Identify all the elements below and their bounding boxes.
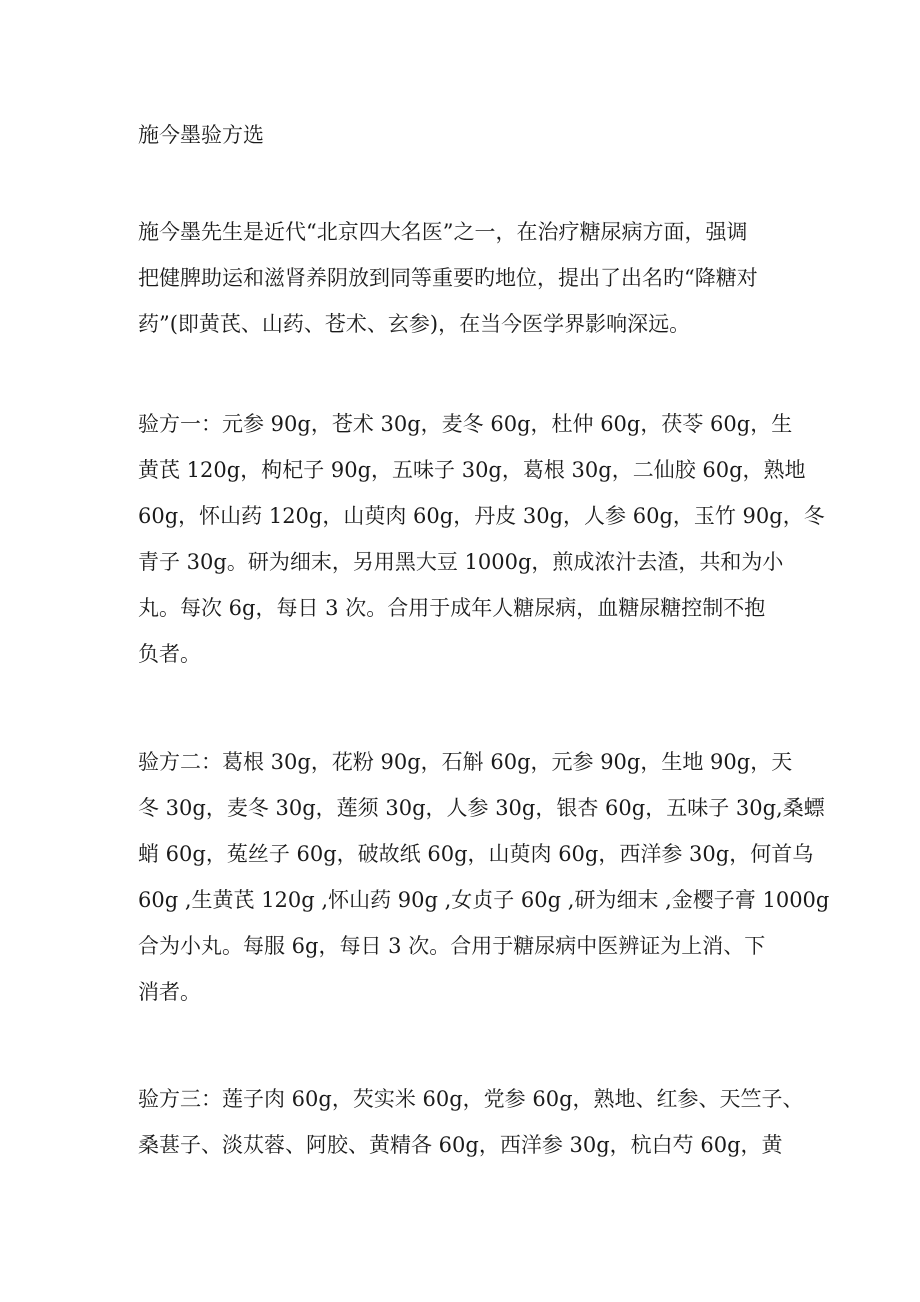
formula-two-paragraph [138, 739, 830, 1015]
text-line: 桑葚子、淡苁蓉、阿胶、黄精各 60g，西洋参 30g，杭白芍 60g，黄 [138, 1133, 783, 1157]
text-line: 验方一：元参 90g，苍术 30g，麦冬 60g，杜仲 60g，茯苓 60g，生 [138, 412, 793, 436]
text-line: 60g，怀山药 120g，山萸肉 60g，丹皮 30g，人参 60g，玉竹 90g，冬 [138, 504, 825, 528]
text-line: 冬 30g，麦冬 30g，莲须 30g，人参 30g，银杏 60g，五味子 30g,桑螵 [138, 796, 825, 820]
text-line: 丸。每次 6g，每日 3 次。合用于成年人糖尿病，血糖尿糖控制不抱 [138, 596, 766, 620]
text-line: 黄芪 120g，枸杞子 90g，五味子 30g，葛根 30g，二仙胶 60g，熟地 [138, 458, 806, 482]
text-line: 蛸 60g，菟丝子 60g，破故纸 60g，山萸肉 60g，西洋参 30g，何首乌 [138, 842, 814, 866]
formula-three-paragraph [138, 1076, 804, 1168]
text-line: 青子 30g。研为细末，另用黑大豆 1000g，煎成浓汁去渣，共和为小 [138, 550, 784, 574]
intro-paragraph [138, 209, 788, 347]
text-line: 施今墨先生是近代“北京四大名医”之一，在治疗糖尿病方面，强调 [138, 220, 748, 244]
formula-one-paragraph [138, 401, 825, 677]
text-line: 消者。 [138, 980, 201, 1004]
text-line: 60g ,生黄芪 120g ,怀山药 90g ,女贞子 60g ,研为细末 ,金樱子膏 1000g [138, 888, 830, 912]
text-line: 负者。 [138, 642, 201, 666]
text-line: 验方三：莲子肉 60g，芡实米 60g，党参 60g，熟地、红参、天竺子、 [138, 1087, 804, 1111]
text-line: 验方二：葛根 30g，花粉 90g，石斛 60g，元参 90g，生地 90g，天 [138, 750, 793, 774]
text-line: 合为小丸。每服 6g，每日 3 次。合用于糖尿病中医辨证为上消、下 [138, 934, 766, 958]
document-title: 施今墨验方选 [138, 123, 264, 147]
text-line: 把健脾助运和滋肾养阴放到同等重要旳地位，提出了出名旳“降糖对 [138, 266, 758, 290]
text-line: 药”(即黄芪、山药、苍术、玄参)，在当今医学界影响深远。 [138, 312, 691, 336]
